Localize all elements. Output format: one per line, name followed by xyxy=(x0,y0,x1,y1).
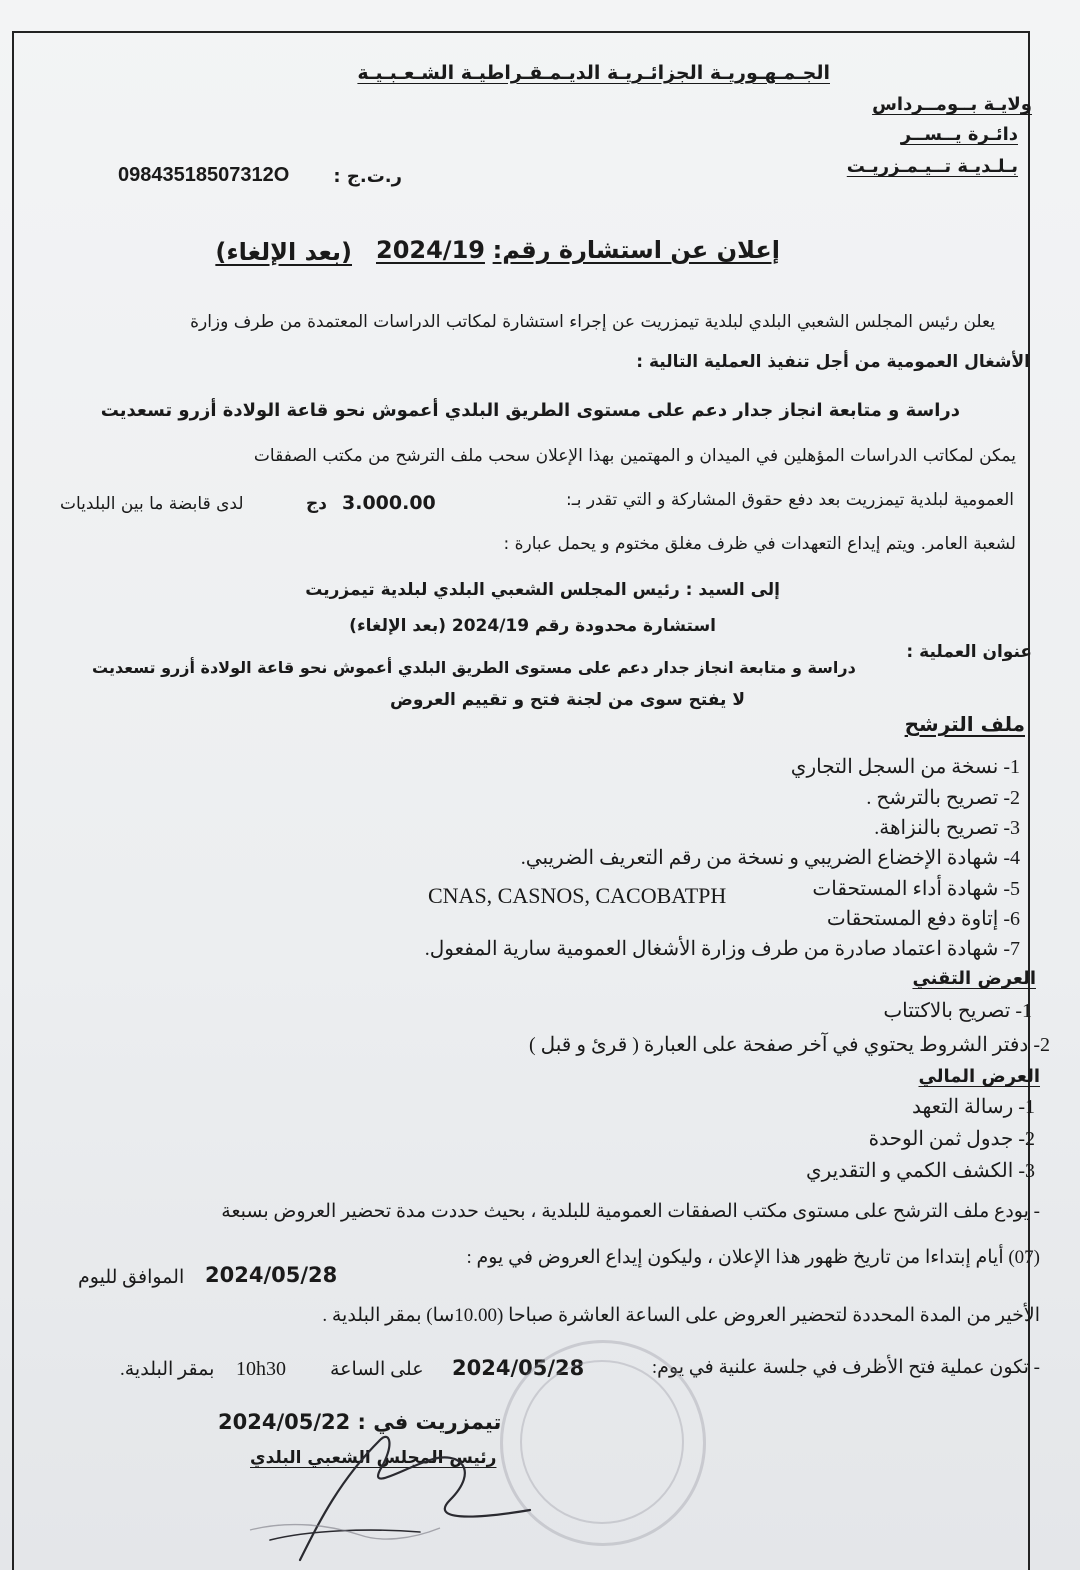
envelope-note: لا يفتح سوى من لجنة فتح و تقييم العروض xyxy=(389,690,745,710)
intro-line-4a: العمومية لبلدية تيمزريت بعد دفع حقوق المشاركة و التي تقدر بـ: xyxy=(565,490,1014,510)
title-number: 2024/19 xyxy=(376,236,485,264)
title-prefix: إعلان عن استشارة رقم: xyxy=(492,236,780,264)
opening-line-c: بمقر البلدية. xyxy=(120,1359,215,1380)
handwritten-signature xyxy=(230,1400,590,1570)
intro-line-2: الأشغال العمومية من أجل تنفيذ العملية التالية : xyxy=(636,352,1030,372)
social-funds-list: CNAS, CASNOS, CACOBATPH xyxy=(428,883,727,908)
deposit-date: 2024/05/28 xyxy=(205,1263,338,1287)
technical-heading: العرض التقني xyxy=(912,968,1036,989)
signer-title: رئيس المجلس الشعبي البلدي xyxy=(250,1448,497,1468)
commune-line: بـلـديـة تــيـمـزريـت xyxy=(846,156,1018,177)
title-suffix: (بعد الإلغاء) xyxy=(215,238,352,266)
technical-item-1: 1- تصريح بالاكتتاب xyxy=(883,1000,1032,1022)
rc-number: 09843518507312О xyxy=(118,164,290,186)
candidature-heading: ملف الترشح xyxy=(904,712,1025,736)
envelope-ref: استشارة محدودة رقم 2024/19 (بعد الإلغاء) xyxy=(349,616,716,636)
intro-line-4b: لدى قابضة ما بين البلديات xyxy=(60,494,244,514)
candidature-item-4: 4- شهادة الإخضاع الضريبي و نسخة من رقم التعريف الضريبي. xyxy=(520,847,1020,869)
technical-item-2: 2- دفتر الشروط يحتوي في آخر صفحة على العبارة ( قرئ و قبل ) xyxy=(528,1034,1050,1056)
wilaya-line: ولايـة بــومــرداس xyxy=(872,94,1032,115)
envelope-to: إلى السيد : رئيس المجلس الشعبي البلدي لبلدية تيمزريت xyxy=(305,580,780,600)
signature-place-date: تيمزريت في : 2024/05/22 xyxy=(218,1410,502,1434)
candidature-item-1: 1- نسخة من السجل التجاري xyxy=(790,756,1020,778)
candidature-item-3: 3- تصريح بالنزاهة. xyxy=(874,817,1020,839)
candidature-item-5: 5- شهادة أداء المستحقات xyxy=(812,878,1020,900)
republic-heading: الجـمـهـوريـة الجزائـريـة الديـمـقـراطيـة الشـعـبـيـة xyxy=(357,62,830,84)
envelope-title-value: دراسة و متابعة انجاز جدار دعم على مستوى الطريق البلدي أعموش نحو قاعة الولادة أزرو تسعديت xyxy=(92,658,856,677)
deposit-line-1: - يودع ملف الترشح على مستوى مكتب الصفقات العمومية للبلدية ، بحيث حددت مدة تحضير العروض بسبعة xyxy=(221,1201,1040,1222)
fee-amount: 3.000.00 xyxy=(342,492,436,514)
candidature-item-6: 6- إتاوة دفع المستحقات xyxy=(826,908,1020,930)
rc-label: ر.ت.ج : xyxy=(333,166,402,187)
deposit-line-2a: (07) أيام إبتداءا من تاريخ ظهور هذا الإعلان ، وليكون إيداع العروض في يوم : xyxy=(466,1247,1040,1268)
financial-heading: العرض المالي xyxy=(918,1066,1040,1087)
deposit-line-2b: الموافق لليوم xyxy=(78,1267,185,1288)
envelope-title-label: عنوان العملية : xyxy=(906,642,1032,662)
financial-item-1: 1- رسالة التعهد xyxy=(911,1096,1035,1118)
daira-line: دائـرة يــســر xyxy=(900,124,1018,145)
opening-date: 2024/05/28 xyxy=(452,1356,585,1380)
opening-line-a: - تكون عملية فتح الأظرف في جلسة علنية في يوم: xyxy=(651,1357,1040,1378)
operation-title: دراسة و متابعة انجاز جدار دعم على مستوى الطريق البلدي أعموش نحو قاعة الولادة أزرو تسعديت xyxy=(100,400,960,421)
financial-item-2: 2- جدول ثمن الوحدة xyxy=(868,1128,1035,1150)
candidature-item-7: 7- شهادة اعتماد صادرة من طرف وزارة الأشغال العمومية سارية المفعول. xyxy=(424,938,1020,960)
intro-line-1: يعلن رئيس المجلس الشعبي البلدي لبلدية تيمزريت عن إجراء استشارة لمكاتب الدراسات المعتمدة من طرف وزارة xyxy=(190,312,995,332)
financial-item-3: 3- الكشف الكمي و التقديري xyxy=(805,1160,1035,1182)
opening-line-b: على الساعة xyxy=(330,1359,424,1380)
deposit-line-3: الأخير من المدة المحددة لتحضير العروض على الساعة العاشرة صباحا (10.00سا) بمقر البلدية . xyxy=(322,1305,1040,1326)
candidature-item-2: 2- تصريح بالترشح . xyxy=(866,787,1020,809)
intro-line-5: لشعبة العامر. ويتم إيداع التعهدات في ظرف مغلق مختوم و يحمل عبارة : xyxy=(503,534,1016,554)
fee-currency: دج xyxy=(306,494,327,514)
opening-time: 10h30 xyxy=(236,1358,286,1380)
intro-line-3: يمكن لمكاتب الدراسات المؤهلين في الميدان و المهتمين بهذا الإعلان سحب ملف الترشح من مكتب الصفقات xyxy=(253,446,1016,466)
